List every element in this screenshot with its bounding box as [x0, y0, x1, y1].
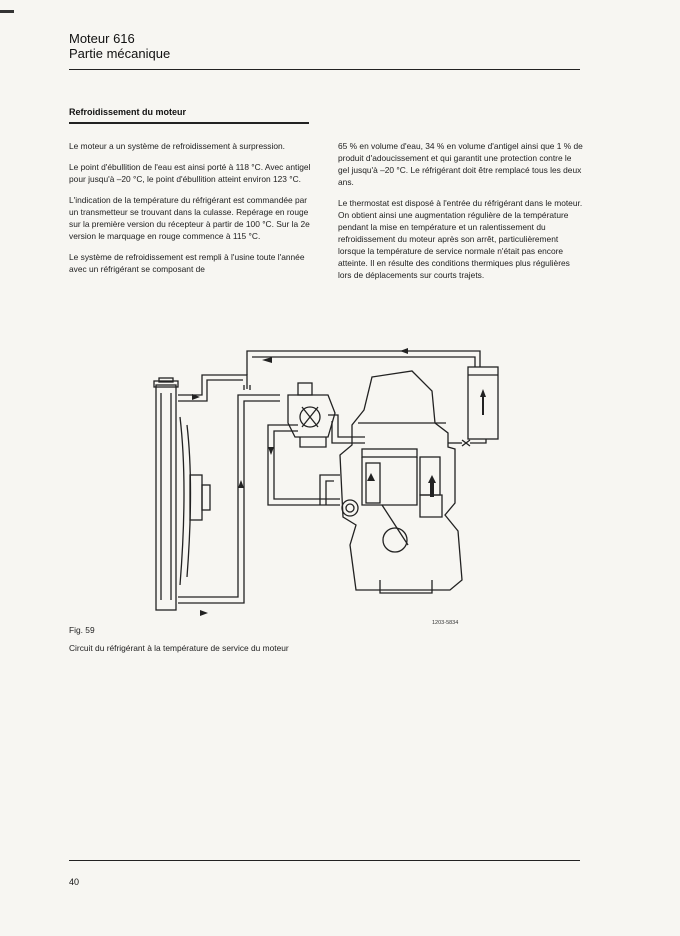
paragraph: 65 % en volume d'eau, 34 % en volume d'antigel ainsi que 1 % de produit d'adoucissement et qui garantit une protection contre le gel jusqu'à –20 °C. Le réfrigérant doit être remplacé tous les deux ans. — [338, 141, 583, 187]
flow-arrow-icon — [262, 357, 272, 363]
engine-block — [320, 371, 462, 593]
paragraph: L'indication de la température du réfrigérant est commandée par un transmetteur se trouvant dans la culasse. Repérage en rouge sur la première version du récepteur à partir de 100 °C. Sur la 2e version le marquage en rouge commence à 115 °C. — [69, 195, 310, 241]
expansion-hose — [247, 351, 480, 375]
flow-arrow-icon — [200, 610, 208, 616]
header-title: Moteur 616 — [69, 31, 135, 46]
flow-arrow-icon — [480, 389, 486, 397]
lower-hose — [178, 401, 280, 603]
flow-arrow-icon — [238, 480, 244, 488]
fan — [180, 417, 210, 585]
bypass-hose — [332, 421, 365, 443]
page-header — [69, 31, 170, 61]
flow-arrow-icon — [430, 483, 434, 497]
paragraph: Le moteur a un système de refroidissement à surpression. — [69, 141, 285, 151]
upper-hose — [178, 375, 247, 395]
section-title: Refroidissement du moteur — [69, 107, 187, 117]
upper-hose — [178, 380, 243, 401]
flow-arrow-icon — [367, 473, 375, 481]
section-title-rule — [69, 122, 309, 124]
valve-icon — [462, 440, 470, 446]
paragraph: Le point d'ébullition de l'eau est ainsi porté à 118 °C. Avec antigel pour jusqu'à –20 °C, le point d'ébullition atteint environ 123 °C. — [69, 162, 311, 184]
header-rule — [69, 69, 580, 70]
expansion-hose — [252, 357, 475, 367]
flow-arrow-icon — [400, 348, 408, 354]
footer-rule — [69, 860, 580, 861]
thermostat-housing — [288, 383, 335, 447]
coolant-circuit-diagram — [150, 345, 500, 625]
page-edge-mark — [0, 10, 14, 13]
paragraph: Le thermostat est disposé à l'entrée du réfrigérant dans le moteur. On obtient ainsi une augmentation régulière de la température pendant la mise en température et un ralentissement du refroidissement du moteur après son arrêt, particulièrement lorsque la température de service normale n'était pas encore atteinte. Il en résulte des conditions thermiques plus régulières lors de déplacements sur courts trajets. — [338, 198, 583, 280]
paragraph: Le système de refroidissement est rempli à l'usine toute l'année avec un réfrigérant se composant de — [69, 252, 305, 274]
lower-hose — [178, 395, 280, 597]
header-subtitle: Partie mécanique — [69, 46, 171, 61]
radiator — [154, 378, 178, 610]
heater-hose — [274, 431, 340, 499]
figure-reference-code: 1203-5834 — [432, 620, 459, 625]
flow-arrow-icon — [428, 475, 436, 483]
figure-caption: Circuit du réfrigérant à la température de service du moteur — [69, 643, 289, 653]
figure-caption-block — [69, 624, 319, 654]
flow-arrow-icon — [482, 397, 484, 415]
figure-number: Fig. 59 — [69, 625, 95, 635]
flow-arrow-icon — [268, 447, 274, 455]
left-column — [69, 140, 314, 284]
right-column — [338, 140, 583, 290]
page-number: 40 — [69, 877, 80, 887]
